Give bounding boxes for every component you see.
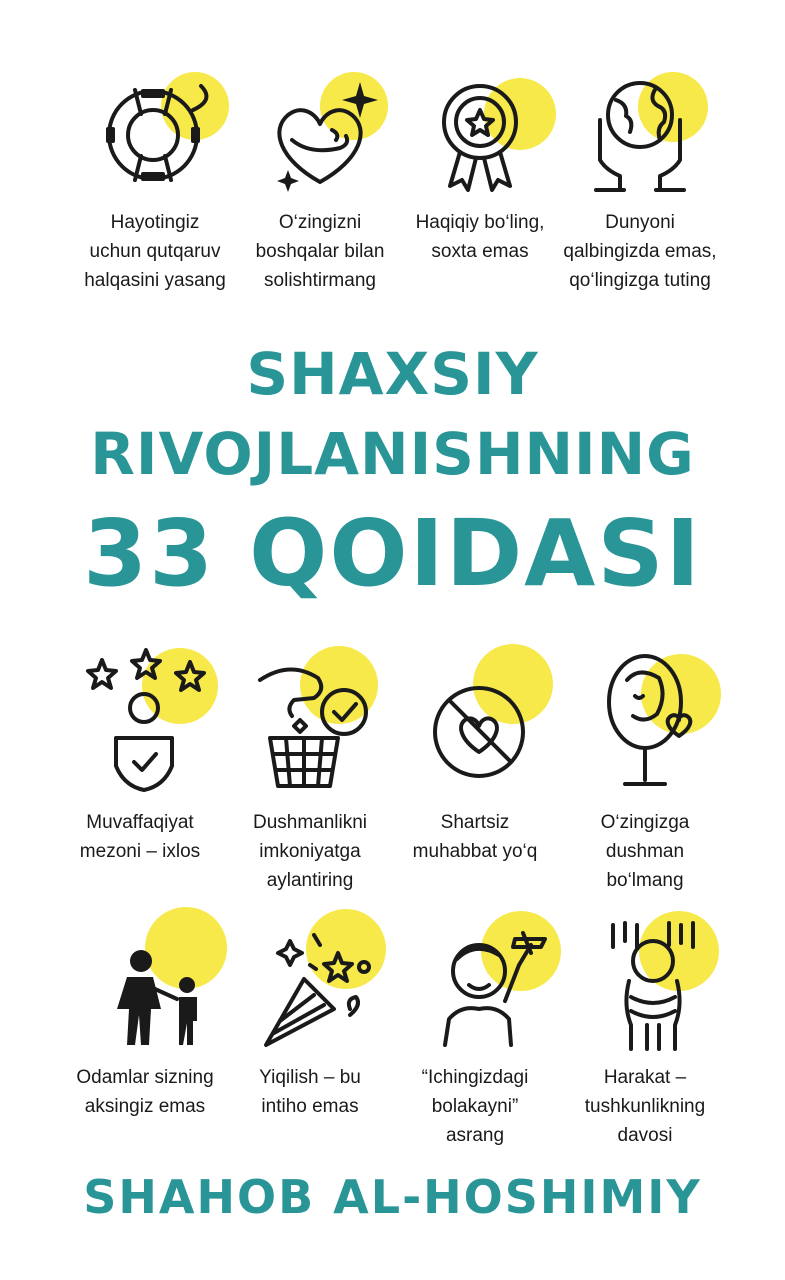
rule-caption: Muvaffaqiyat mezoni – ixlos bbox=[79, 812, 201, 862]
rule-caption: Odamlar sizning aksingiz emas bbox=[76, 1067, 214, 1117]
rule-card bbox=[230, 70, 410, 295]
rule-caption: Yiqilish – bu intiho emas bbox=[259, 1067, 361, 1117]
rule-card bbox=[385, 640, 565, 866]
rule-caption: Haqiqiy bo‘ling, soxta emas bbox=[415, 212, 545, 262]
hand-basket-check-icon bbox=[230, 640, 390, 800]
rule-card bbox=[555, 905, 735, 1150]
rule-caption: O‘zingizni boshqalar bilan solishtirmang bbox=[255, 212, 385, 291]
adult-child-icon bbox=[65, 905, 225, 1055]
book-title-line2: RIVOJLANISHNING bbox=[90, 420, 695, 488]
rule-caption: Shartsiz muhabbat yo‘q bbox=[412, 812, 538, 862]
rule-caption: “Ichingizdagi bolakayni” asrang bbox=[421, 1067, 529, 1146]
rule-card bbox=[65, 70, 245, 295]
rule-card bbox=[550, 70, 730, 295]
no-heart-icon bbox=[395, 640, 555, 800]
lifebuoy-icon bbox=[75, 70, 235, 200]
rule-card bbox=[220, 905, 400, 1121]
sad-person-rain-icon bbox=[565, 905, 725, 1055]
rule-card bbox=[390, 70, 570, 266]
book-title-line3: 33 QOIDASI bbox=[83, 500, 702, 607]
party-popper-icon bbox=[230, 905, 390, 1055]
rule-card bbox=[385, 905, 565, 1150]
rule-caption: Harakat – tushkunlikning davosi bbox=[584, 1067, 706, 1146]
globe-in-hands-icon bbox=[560, 70, 720, 200]
stars-shield-icon bbox=[60, 640, 220, 800]
award-rosette-icon bbox=[400, 70, 560, 200]
mirror-heart-icon bbox=[565, 640, 725, 800]
author-name: SHAHOB AL-HOSHIMIY bbox=[83, 1170, 702, 1224]
hugging-heart-icon bbox=[240, 70, 400, 200]
rule-caption: Hayotingiz uchun qutqaruv halqasini yasang bbox=[84, 212, 226, 291]
rule-caption: Dunyoni qalbingizda emas, qo‘lingizga tuting bbox=[563, 212, 717, 291]
rule-caption: Dushmanlikni imkoniyatga aylantiring bbox=[252, 812, 368, 891]
child-airplane-icon bbox=[395, 905, 555, 1055]
rule-card bbox=[220, 640, 400, 895]
rule-card bbox=[55, 905, 235, 1121]
book-title-line1: SHAXSIY bbox=[246, 340, 539, 408]
rule-card bbox=[50, 640, 230, 866]
rule-caption: O‘zingizga dushman bo‘lmang bbox=[600, 812, 690, 891]
rule-card bbox=[555, 640, 735, 895]
